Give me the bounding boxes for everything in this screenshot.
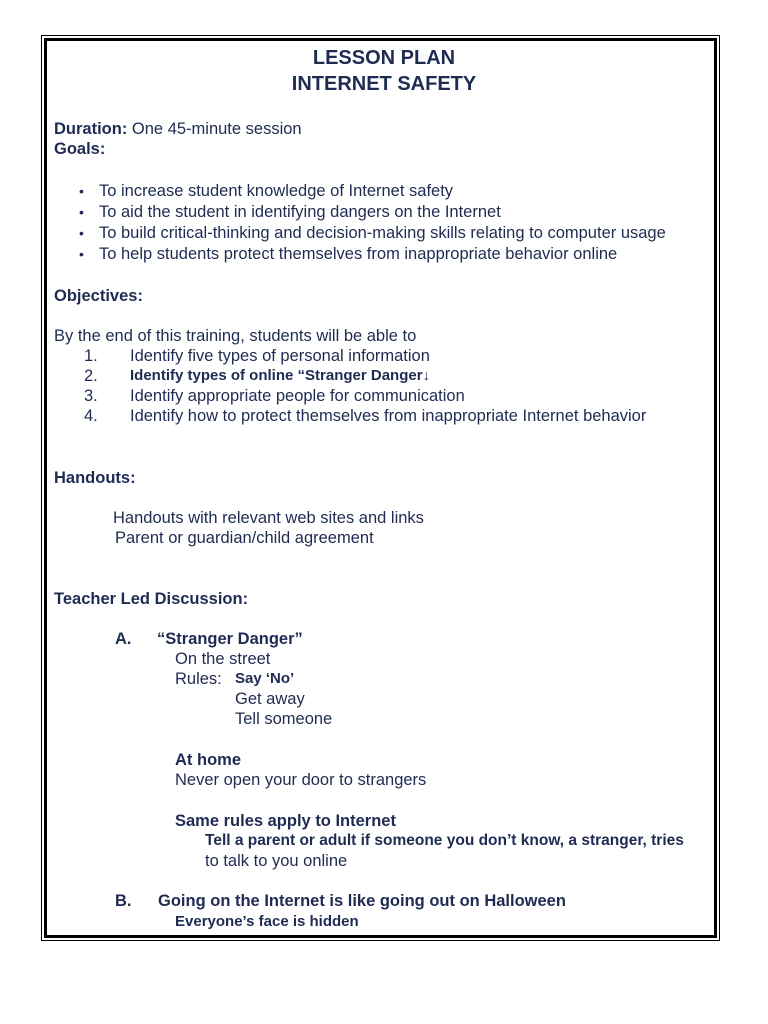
goal-item: To help students protect themselves from inappropriate behavior online — [99, 245, 618, 263]
section-b-heading: Going on the Internet is like going out on Halloween — [158, 892, 566, 910]
discussion-heading: Teacher Led Discussion: — [54, 590, 249, 608]
duration-value: One 45-minute session — [131, 120, 302, 138]
objective-number: 1. — [84, 347, 98, 365]
bullet-icon: • — [79, 225, 84, 241]
goal-item: To increase student knowledge of Internet safety — [99, 182, 454, 200]
internet-rules-heading: Same rules apply to Internet — [175, 812, 396, 830]
goal-item: To build critical-thinking and decision-making skills relating to computer usage — [99, 224, 666, 242]
goal-item: To aid the student in identifying dangers on the Internet — [99, 203, 501, 221]
objective-number: 2. — [84, 367, 98, 385]
street-label: On the street — [175, 650, 271, 668]
handouts-heading: Handouts: — [54, 469, 136, 487]
page-border — [44, 38, 717, 938]
rule-item: Get away — [235, 690, 305, 708]
rule-item: Say ‘No’ — [235, 670, 295, 687]
objectives-heading: Objectives: — [54, 287, 143, 305]
rule-item: Tell someone — [235, 710, 333, 728]
objective-number: 4. — [84, 407, 98, 425]
document-title: LESSON PLAN — [312, 47, 456, 69]
bullet-icon: • — [79, 246, 84, 262]
objective-item: Identify how to protect themselves from inappropriate Internet behavior — [130, 407, 647, 425]
section-a-heading: “Stranger Danger” — [157, 630, 303, 648]
objective-item: Identify five types of personal information — [130, 347, 430, 365]
bullet-icon: • — [79, 204, 84, 220]
goals-heading: Goals: — [54, 140, 106, 158]
internet-rules-text-cont: to talk to you online — [205, 852, 348, 870]
handout-item: Parent or guardian/child agreement — [115, 529, 374, 547]
document-subtitle: INTERNET SAFETY — [291, 73, 477, 95]
home-heading: At home — [175, 751, 241, 769]
internet-rules-text: Tell a parent or adult if someone you don’t know, a stranger, tries — [205, 832, 684, 849]
rules-label: Rules: — [175, 670, 222, 688]
objective-item: Identify types of online “Stranger Danger↓ — [130, 367, 431, 384]
section-a-letter: A. — [115, 630, 132, 648]
section-b-line: Everyone’s face is hidden — [175, 913, 359, 930]
bullet-icon: • — [79, 183, 84, 199]
home-text: Never open your door to strangers — [175, 771, 427, 789]
handout-item: Handouts with relevant web sites and links — [113, 509, 424, 527]
objective-number: 3. — [84, 387, 98, 405]
duration-line — [54, 119, 302, 139]
section-b-letter: B. — [115, 892, 132, 910]
objective-item: Identify appropriate people for communication — [130, 387, 465, 405]
duration-label: Duration: — [54, 120, 128, 138]
objectives-intro: By the end of this training, students will be able to — [54, 327, 417, 345]
